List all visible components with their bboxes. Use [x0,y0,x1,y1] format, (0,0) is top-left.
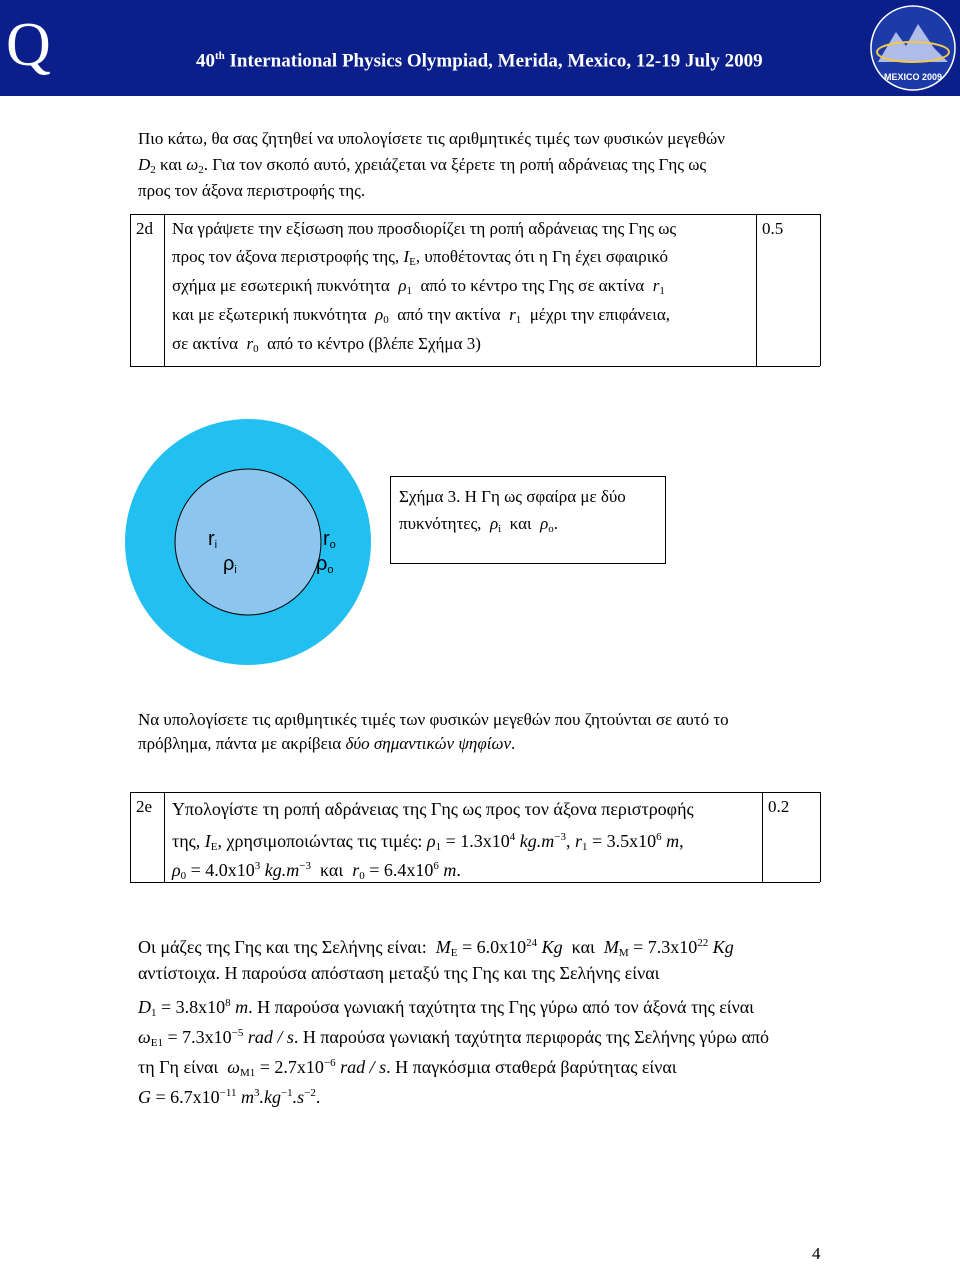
subscript: 0 [383,314,389,326]
intro-text-2: . Για τον σκοπό αυτό, χρειάζεται να ξέρετε τη ροπή αδράνειας της Γης ως [203,155,707,174]
exponent: 4 [509,831,516,843]
symbol-rho: ρ [172,860,181,880]
exponent: −3 [554,831,566,843]
subscript: 1 [581,841,588,853]
label-ri: ri [208,528,218,551]
subscript: E1 [150,1037,163,1049]
symbol-r: r [574,831,582,851]
value: = 7.3x10 [628,937,698,957]
unit: Kg [708,937,734,957]
subscript: 0 [359,870,365,882]
symbol-rho: ρ [398,276,407,295]
text: , χρησιμοποιώντας τις τιμές: [217,831,423,851]
value: = 6.7x10 [151,1087,220,1107]
subscript: 1 [659,285,665,297]
exponent: −1 [280,1087,293,1099]
unit: m [230,997,249,1017]
text: και [571,937,595,957]
symbol-r: r [352,860,360,880]
text: πρόβλημα, πάντα με ακρίβεια [138,734,346,753]
text: σχήμα με εσωτερική πυκνότητα [172,276,390,295]
symbol-D: D [138,155,151,174]
instruction-line-2 [138,731,515,757]
text: τη Γη είναι [138,1057,219,1077]
symbol-r: r [652,276,660,295]
subscript: E [450,947,458,959]
unit: kg.m [515,831,555,851]
exponent: 3 [254,860,261,872]
unit: kg.m [260,860,300,880]
unit: m [236,1087,254,1107]
exponent: 6 [433,860,439,872]
symbol-G: G [138,1087,151,1107]
text: από το κέντρο (βλέπε Σχήμα 3) [267,334,481,353]
text: Να υπολογίσετε τις αριθμητικές τιμές των φυσικών μεγεθών που ζητούνται σε αυτό το [138,710,729,729]
text: της, [172,831,201,851]
inner-core [175,469,321,615]
symbol-I: I [204,831,211,851]
task-2d-line-5 [172,331,481,362]
subscript: 1 [151,1007,157,1019]
caption-text [399,483,626,543]
subscript: 1 [406,285,412,297]
task-label-2e: 2e [136,797,153,816]
unit: .s [292,1087,305,1107]
exponent: −11 [219,1087,237,1099]
label-rho-i: ρi [223,553,237,576]
unit: .kg [259,1087,281,1107]
exponent: 6 [656,831,662,843]
symbol-rho: ρ [540,514,549,533]
figure-caption [390,476,666,564]
text: και [320,860,344,880]
text: Υπολογίστε τη ροπή αδράνειας της Γης ως προς τον άξονα περιστροφής [172,799,694,819]
symbol-M: M [435,937,451,957]
caption-line-1: Σχήμα 3. Η Γη ως σφαίρα με δύο [399,487,626,506]
text: . [511,734,516,753]
intro-line-3 [138,178,365,204]
subscript: i [498,523,502,535]
symbol-D: D [138,997,151,1017]
unit: Kg [537,937,563,957]
page-number: 4 [812,1244,821,1263]
value: = 2.7x10 [255,1057,324,1077]
subscript: M1 [240,1067,256,1079]
olympiad-title [196,50,763,72]
label-rho-o: ρo [316,553,334,576]
ipho-mexico-logo [868,2,958,92]
instruction-line-1 [138,707,729,733]
subscript: E [210,841,218,853]
text: αντίστοιχα. Η παρούσα απόσταση μεταξύ της Γης και της Σελήνης είναι [138,963,660,983]
task-2d-line-4 [172,302,670,333]
value: = 6.0x10 [457,937,527,957]
word-and: και [155,155,187,174]
text: . [553,514,558,533]
subscript: 2 [150,164,156,176]
symbol-rho: ρ [375,305,384,324]
symbol-r: r [246,334,254,353]
emphasis: δύο σημαντικών ψηφίων [345,734,512,753]
exponent: 8 [225,997,231,1009]
subscript: M [618,947,629,959]
text: . Η παρούσα γωνιακή ταχύτητα της Γης γύρω από τον άξονά της είναι [248,997,755,1017]
text: προς τον άξονα περιστροφής της, [172,247,400,266]
text: . Η παρούσα γωνιακή ταχύτητα περιφοράς της Σελήνης γύρω από [293,1027,770,1047]
subscript: 2 [198,164,204,176]
exponent: −6 [323,1057,336,1069]
text: και με εξωτερική πυκνότητα [172,305,367,324]
value: = 4.0x10 [186,860,255,880]
final-line-2 [138,958,660,988]
text: πυκνότητες, [399,514,482,533]
task-2e-line-2: της, $I_E$, χρησιμοποιώντας τις τιμές: $\rho_1 = 1.3x10^4$ $kg.m^{-3}$, $r_1 = 3.5x10^6$ m, [172,831,684,853]
subscript: 0 [253,343,259,355]
text: σε ακτίνα [172,334,239,353]
intro-line-1 [138,126,826,152]
task-2d-line-3 [172,273,665,304]
final-line-6 [138,1078,320,1112]
exponent: 22 [697,937,709,949]
symbol-M: M [603,937,619,957]
value: = 3.5x10 [587,831,657,851]
task-2d-line-2 [172,244,668,275]
subscript: E [409,256,416,268]
task-2e-line-1 [172,796,694,822]
text: . Η παγκόσμια σταθερά βαρύτητας είναι [386,1057,677,1077]
intro-text-1: Πιο κάτω, θα σας ζητηθεί να υπολογίσετε τις αριθμητικές τιμές των φυσικών μεγεθών [138,129,725,148]
two-density-sphere-figure [124,418,372,666]
subscript: 1 [435,841,442,853]
value: = 6.4x10 [364,860,434,880]
exponent: −5 [231,1027,244,1039]
exponent: −3 [299,860,312,872]
task-2e-line-3: $\rho_0 = 4.0x10^3$ $kg.m^{-3}$ και $r_0 = 6.4x10^6$ m. [172,860,461,882]
text: Οι μάζες της Γης και της Σελήνης είναι: [138,937,427,957]
logo-text: MEXICO 2009 [883,72,943,82]
subscript: 0 [180,870,187,882]
value: = 1.3x10 [441,831,510,851]
symbol-omega: ω [227,1057,240,1077]
intro-text-3: προς τον άξονα περιστροφής της. [138,181,366,200]
points-2e: 0.2 [768,797,790,816]
unit: m [661,831,680,851]
exponent: 3 [253,1087,260,1099]
symbol-r: r [509,305,516,324]
symbol-omega: ω [186,155,199,174]
unit: rad / s [243,1027,294,1047]
subscript: o [548,523,554,535]
value: = 3.8x10 [156,997,226,1017]
question-letter: Q [6,11,51,79]
value: = 7.3x10 [162,1027,232,1047]
subscript: 1 [515,314,522,326]
page-header [0,0,960,96]
symbol-rho: ρ [426,831,436,851]
title-ordinal: th [215,50,225,62]
text: από την ακτίνα [397,305,501,324]
exponent: −2 [304,1087,316,1099]
text: και [509,514,532,533]
unit: rad / s [335,1057,387,1077]
points-2d: 0.5 [762,219,784,238]
exponent: 24 [526,937,538,949]
task-2d-line-1 [172,216,676,242]
text: μέχρι την επιφάνεια, [529,305,671,324]
task-label-2d: 2d [136,219,153,238]
task-2d-text-1: Να γράψετε την εξίσωση που προσδιορίζει τη ροπή αδράνειας της Γης ως [172,219,677,238]
symbol-omega: ω [138,1027,151,1047]
title-text: International Physics Olympiad, Merida, Mexico, 12-19 July 2009 [229,50,763,72]
label-ro: ro [323,528,336,551]
unit: m [438,860,457,880]
symbol-I: I [403,247,410,266]
text: , υποθέτοντας ότι η Γη έχει σφαιρικό [415,247,668,266]
symbol-rho: ρ [489,514,499,533]
text: από το κέντρο της Γης σε ακτίνα [420,276,645,295]
title-number: 40 [196,50,215,72]
caption-line-2 [399,510,626,543]
text: . [315,1087,321,1107]
